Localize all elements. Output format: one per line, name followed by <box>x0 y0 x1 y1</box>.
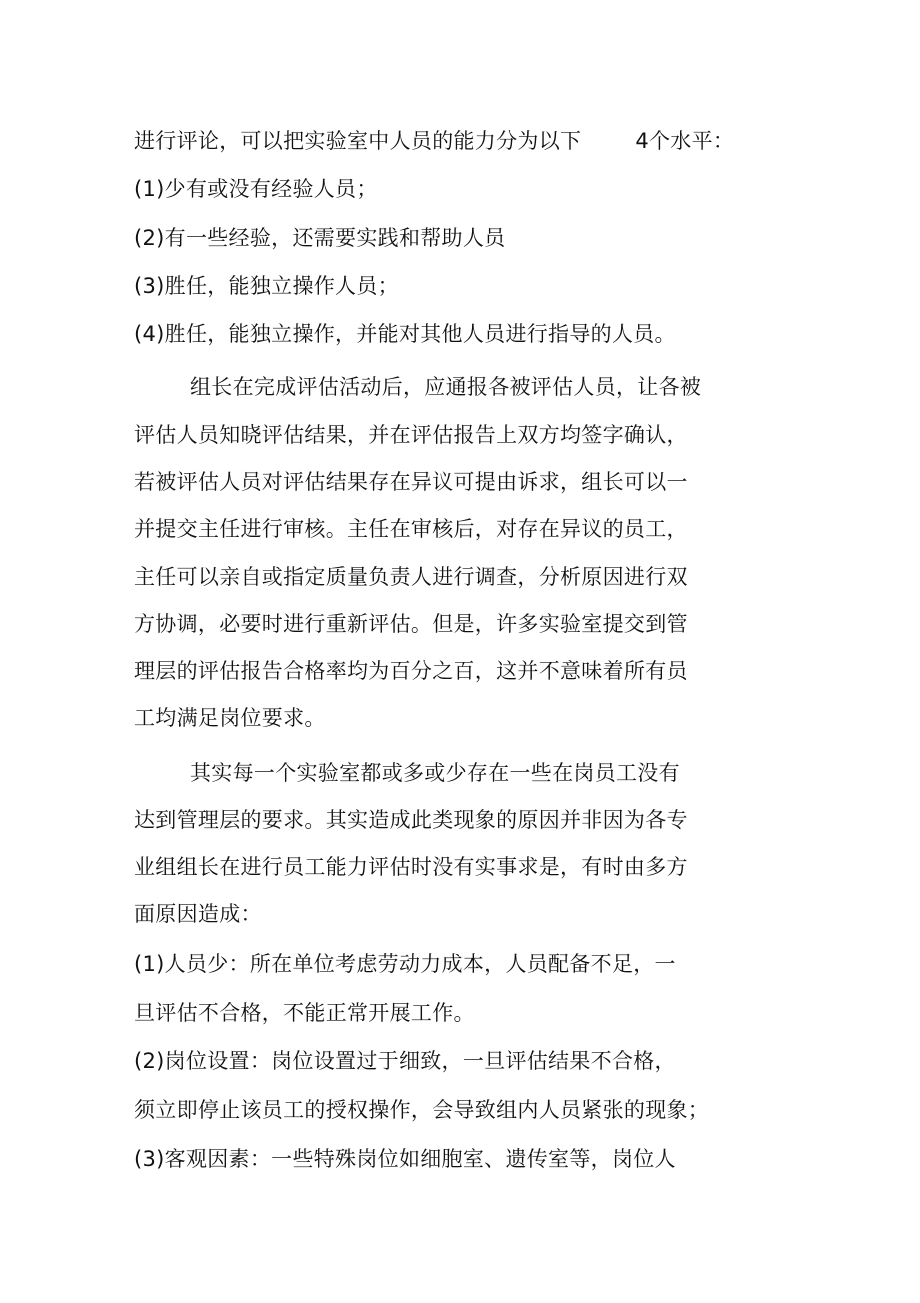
paragraph1-line-2: 评估人员知晓评估结果，并在评估报告上双方均签字确认， <box>134 423 688 447</box>
paragraph1-line-3: 若被评估人员对评估结果存在异议可提由诉求，组长可以一 <box>134 470 688 494</box>
intro-text: 进行评论，可以把实验室中人员的能力分为以下 <box>134 129 582 153</box>
paragraph2-line-4: 面原因造成： <box>134 902 262 926</box>
level-item-1: (1)少有或没有经验人员； <box>134 177 378 201</box>
paragraph1-line-1: 组长在完成评估活动后，应通报各被评估人员，让各被 <box>190 375 702 399</box>
paragraph2-line-2: 达到管理层的要求。其实造成此类现象的原因并非因为各专 <box>134 808 688 832</box>
intro-line <box>134 128 734 154</box>
reason-line-1: (1)人员少：所在单位考虑劳动力成本，人员配备不足，一 <box>134 952 676 976</box>
reason-line-4: 须立即停止该员工的授权操作，会导致组内人员紧张的现象； <box>134 1098 710 1122</box>
paragraph2-line-1: 其实每一个实验室都或多或少存在一些在岗员工没有 <box>190 761 680 785</box>
paragraph1-line-8: 工均满足岗位要求。 <box>134 706 326 730</box>
paragraph2-line-3: 业组组长在进行员工能力评估时没有实事求是，有时由多方 <box>134 855 688 879</box>
paragraph1-line-5: 主任可以亲自或指定质量负责人进行调查，分析原因进行双 <box>134 565 688 589</box>
paragraph1-line-6: 方协调，必要时进行重新评估。但是，许多实验室提交到管 <box>134 612 688 636</box>
paragraph1-line-7: 理层的评估报告合格率均为百分之百，这并不意味着所有员 <box>134 659 688 683</box>
reason-line-2: 旦评估不合格，不能正常开展工作。 <box>134 1001 475 1025</box>
reason-line-3: (2)岗位设置：岗位设置过于细致，一旦评估结果不合格， <box>134 1049 676 1073</box>
reason-line-5: (3)客观因素：一些特殊岗位如细胞室、遗传室等，岗位人 <box>134 1147 676 1171</box>
level-item-2: (2)有一些经验，还需要实践和帮助人员 <box>134 226 506 250</box>
level-item-4: (4)胜任，能独立操作，并能对其他人员进行指导的人员。 <box>134 322 676 346</box>
intro-count-text: 4个水平： <box>635 129 735 153</box>
paragraph1-line-4: 并提交主任进行审核。主任在审核后，对存在异议的员工， <box>134 517 688 541</box>
level-item-3: (3)胜任，能独立操作人员； <box>134 274 399 298</box>
